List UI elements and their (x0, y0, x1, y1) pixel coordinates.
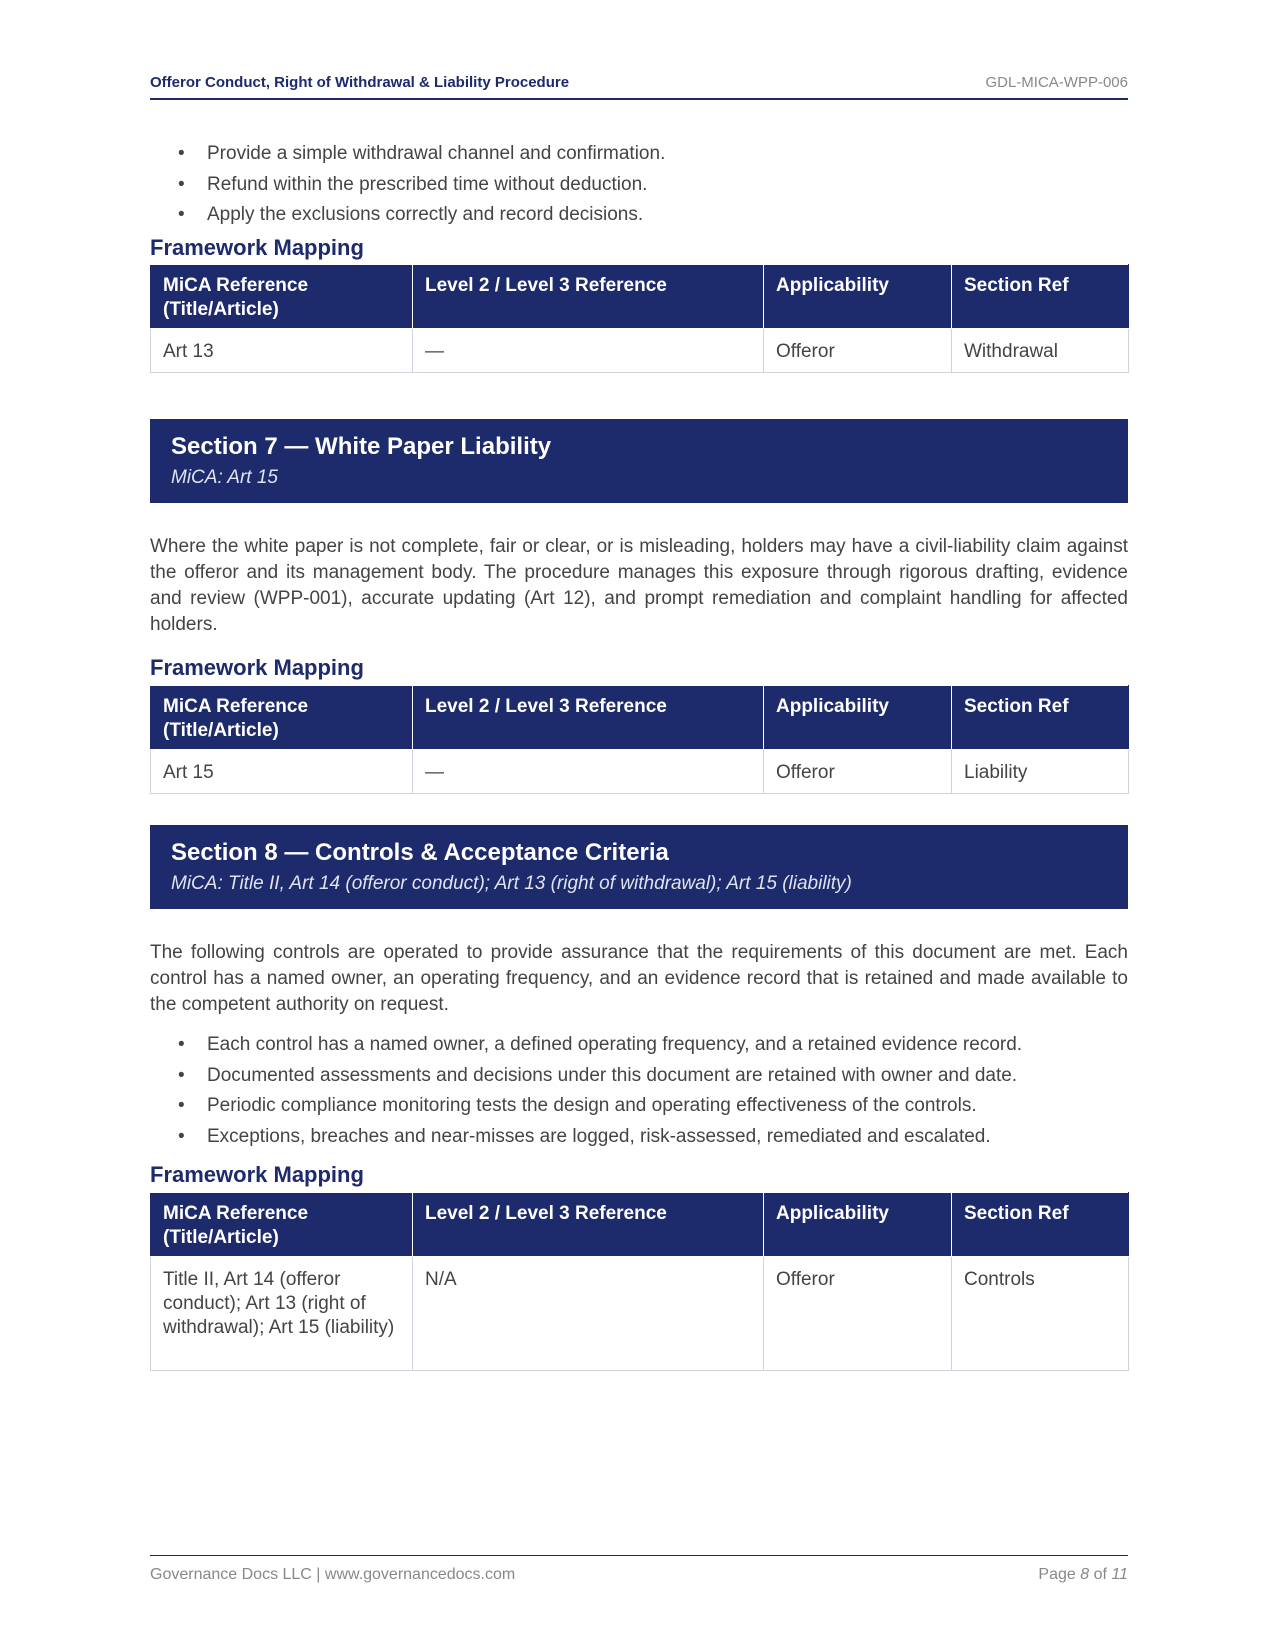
withdrawal-bullet-list (150, 139, 1128, 231)
column-header: MiCA Reference (Title/Article) (151, 265, 413, 329)
list-item: • Refund within the prescribed time without deduction. (150, 170, 1128, 201)
column-header: Level 2 / Level 3 Reference (413, 265, 764, 329)
column-header: Section Ref (952, 265, 1129, 329)
document-page (150, 0, 1128, 1651)
controls-bullet-list (150, 1030, 1128, 1152)
column-header: Applicability (764, 1193, 952, 1257)
current-page: 8 (1080, 1566, 1090, 1583)
column-header: MiCA Reference (Title/Article) (151, 1193, 413, 1257)
document-code: GDL-MICA-WPP-006 (985, 74, 1128, 91)
column-header: Applicability (764, 686, 952, 750)
table-row (151, 750, 1129, 794)
table-cell: Offeror (764, 1257, 952, 1371)
page-label: Page (1038, 1566, 1076, 1583)
table-cell: Liability (952, 750, 1129, 794)
header-title: Offeror Conduct, Right of Withdrawal & Liability Procedure (150, 74, 570, 91)
section-7-banner (150, 419, 1128, 503)
table-cell: Withdrawal (952, 329, 1129, 373)
footer-company: Governance Docs LLC | www.governancedocs.com (150, 1566, 516, 1583)
framework-mapping-table-withdrawal (150, 264, 1129, 373)
list-item: • Each control has a named owner, a defined operating frequency, and a retained evidence record. (150, 1030, 1128, 1061)
section-subtitle: MiCA: Title II, Art 14 (offeror conduct); Art 13 (right of withdrawal); Art 15 (liability) (171, 873, 852, 894)
table-cell: — (413, 750, 764, 794)
total-pages: 11 (1111, 1566, 1128, 1583)
framework-mapping-heading: Framework Mapping (150, 1162, 364, 1187)
table-row (151, 329, 1129, 373)
list-item: • Exceptions, breaches and near-misses are logged, risk-assessed, remediated and escalated. (150, 1122, 1128, 1153)
column-header: Section Ref (952, 686, 1129, 750)
table-cell: Controls (952, 1257, 1129, 1371)
section-8-paragraph: The following controls are operated to provide assurance that the requirements of this document are met. Each control has a named owner, an operating frequency, and an evidence record that is retained and made available to the competent authority on request. (150, 942, 1128, 1015)
table-cell: N/A (413, 1257, 764, 1371)
framework-mapping-heading: Framework Mapping (150, 655, 364, 680)
section-title: Section 7 — White Paper Liability (171, 433, 552, 460)
section-subtitle: MiCA: Art 15 (171, 467, 278, 488)
column-header: Applicability (764, 265, 952, 329)
section-title: Section 8 — Controls & Acceptance Criteria (171, 839, 669, 866)
page-footer (150, 1555, 1128, 1583)
page-header (150, 72, 1128, 100)
page-number (1038, 1566, 1128, 1584)
table-cell: Art 13 (151, 329, 413, 373)
column-header: Section Ref (952, 1193, 1129, 1257)
column-header: Level 2 / Level 3 Reference (413, 1193, 764, 1257)
table-cell: Offeror (764, 750, 952, 794)
section-7-paragraph: Where the white paper is not complete, fair or clear, or is misleading, holders may have a civil-liability claim against the offeror and its management body. The procedure manages this exposure through rigorous drafting, evidence and review (WPP-001), accurate updating (Art 12), and prompt remediation and complaint handling for affected holders. (150, 536, 1128, 635)
table-row (151, 1257, 1129, 1371)
framework-mapping-table-liability (150, 685, 1129, 794)
section-8-banner (150, 825, 1128, 909)
column-header: Level 2 / Level 3 Reference (413, 686, 764, 750)
table-cell: Art 15 (151, 750, 413, 794)
list-item: • Periodic compliance monitoring tests the design and operating effectiveness of the controls. (150, 1091, 1128, 1122)
table-cell: Offeror (764, 329, 952, 373)
list-item: • Provide a simple withdrawal channel and confirmation. (150, 139, 1128, 170)
list-item: • Documented assessments and decisions under this document are retained with owner and date. (150, 1061, 1128, 1092)
framework-mapping-heading: Framework Mapping (150, 235, 364, 260)
table-cell: — (413, 329, 764, 373)
page-of-label: of (1093, 1566, 1107, 1583)
table-cell: Title II, Art 14 (offeror conduct); Art 13 (right of withdrawal); Art 15 (liability) (151, 1257, 413, 1371)
column-header: MiCA Reference (Title/Article) (151, 686, 413, 750)
list-item: • Apply the exclusions correctly and record decisions. (150, 200, 1128, 231)
framework-mapping-table-controls (150, 1192, 1129, 1371)
